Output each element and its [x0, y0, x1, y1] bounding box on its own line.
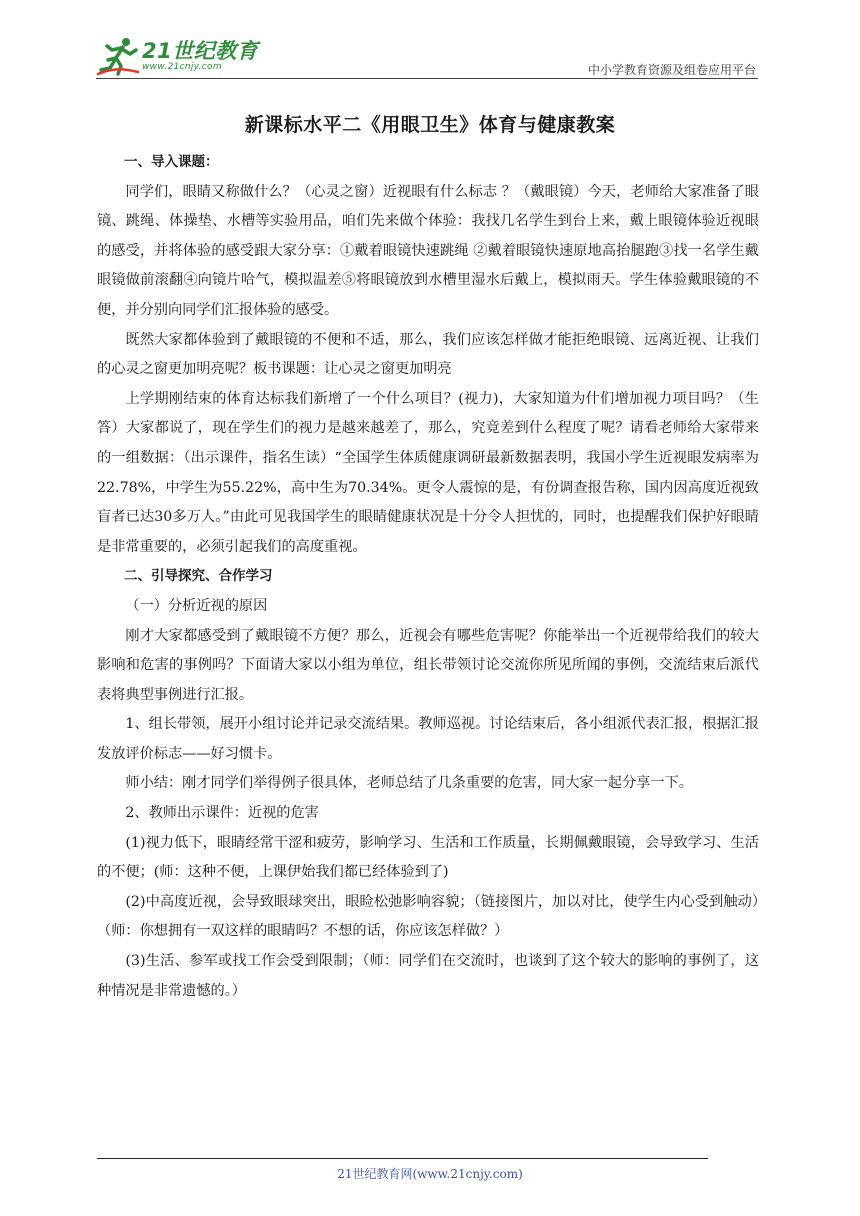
page-header: [96, 36, 758, 78]
paragraph: 既然大家都体验到了戴眼镜的不便和不适，那么，我们应该怎样做才能拒绝眼镜、远离近视、让我们的心灵之窗更加明亮呢？板书课题：让心灵之窗更加明亮: [97, 331, 759, 378]
platform-name: 中小学教育资源及组卷应用平台: [587, 63, 756, 77]
section-heading-intro: 一、导入课题：: [124, 154, 219, 170]
subsection-heading: （一）分析近视的原因: [125, 597, 268, 614]
paragraph: 师小结：刚才同学们举得例子很具体，老师总结了几条重要的危害，同大家一起分享一下。: [125, 775, 693, 792]
document-body: [97, 148, 759, 1006]
footer-divider: [97, 1158, 708, 1159]
paragraph: 1、组长带领，展开小组讨论并记录交流结果。教师巡视。讨论结束后，各小组派代表汇报，根据汇报发放评价标志——好习惯卡。: [97, 716, 759, 762]
logo-url: www.21cnjy.com: [142, 62, 222, 72]
footer-link[interactable]: 21世纪教育网(www.21cnjy.com): [337, 1167, 523, 1181]
document-title: 新课标水平二《用眼卫生》体育与健康教案: [244, 114, 616, 136]
header-divider: [96, 78, 758, 79]
runner-logo-icon: [96, 36, 140, 76]
section-heading-explore: 二、引导探究、合作学习: [124, 568, 273, 585]
list-item: (1)视力低下，眼睛经常干涩和疲劳，影响学习、生活和工作质量，长期佩戴眼镜，会导致学习、生活的不便；(师：这种不便，上课伊始我们都已经体验到了): [97, 834, 759, 881]
logo-wordmark: 21世纪教育: [142, 39, 259, 63]
paragraph: 2、教师出示课件：近视的危害: [125, 805, 319, 822]
site-logo[interactable]: [96, 36, 258, 76]
paragraph: 刚才大家都感受到了戴眼镜不方便？那么，近视会有哪些危害呢？你能举出一个近视带给我们的较大影响和危害的事例吗？下面请大家以小组为单位，组长带领讨论交流你所见所闻的事例，交流结束后派代表将典型事例进行汇报。: [97, 627, 759, 703]
paragraph: 上学期刚结束的体育达标我们新增了一个什么项目？(视力)，大家知道为什们增加视力项目吗？（生答）大家都说了，现在学生们的视力是越来越差了，那么，究竟差到什么程度了呢？请看老师给大家带来的一组数据：（出示课件，指名生读）“全国学生体质健康调研最新数据表明，我国小学生近视眼发病率为22.78%，中学生为55.22%，高中生为70.34%。更令人震惊的是，有份调查报告称，国内因高度近视致盲者已达30多万人。”由此可见我国学生的眼睛健康状况是十分令人担忧的，同时，也提醒我们保护好眼睛是非常重要的，必须引起我们的高度重视。: [97, 390, 759, 555]
list-item: (2)中高度近视，会导致眼球突出，眼睑松弛影响容貌；（链接图片，加以对比，使学生内心受到触动）（师：你想拥有一双这样的眼睛吗？不想的话，你应该怎样做？）: [97, 893, 759, 940]
list-item: (3)生活、参军或找工作会受到限制；（师：同学们在交流时，也谈到了这个较大的影响的事例了，这种情况是非常遗憾的。）: [97, 953, 759, 999]
paragraph: 同学们，眼睛又称做什么？（心灵之窗）近视眼有什么标志 ？（戴眼镜）今天，老师给大家准备了眼镜、跳绳、体操垫、水槽等实验用品，咱们先来做个体验：我找几名学生到台上来，戴上眼镜体验近视眼的感受，并将体验的感受跟大家分享：①戴着眼镜快速跳绳 ②戴着眼镜快速原地高抬腿跑③找一名学生戴眼镜做前滚翻④向镜片哈气，模拟温差⑤将眼镜放到水槽里湿水后戴上，模拟雨天。学生体验戴眼镜的不便，并分别向同学们汇报体验的感受。: [97, 183, 759, 318]
